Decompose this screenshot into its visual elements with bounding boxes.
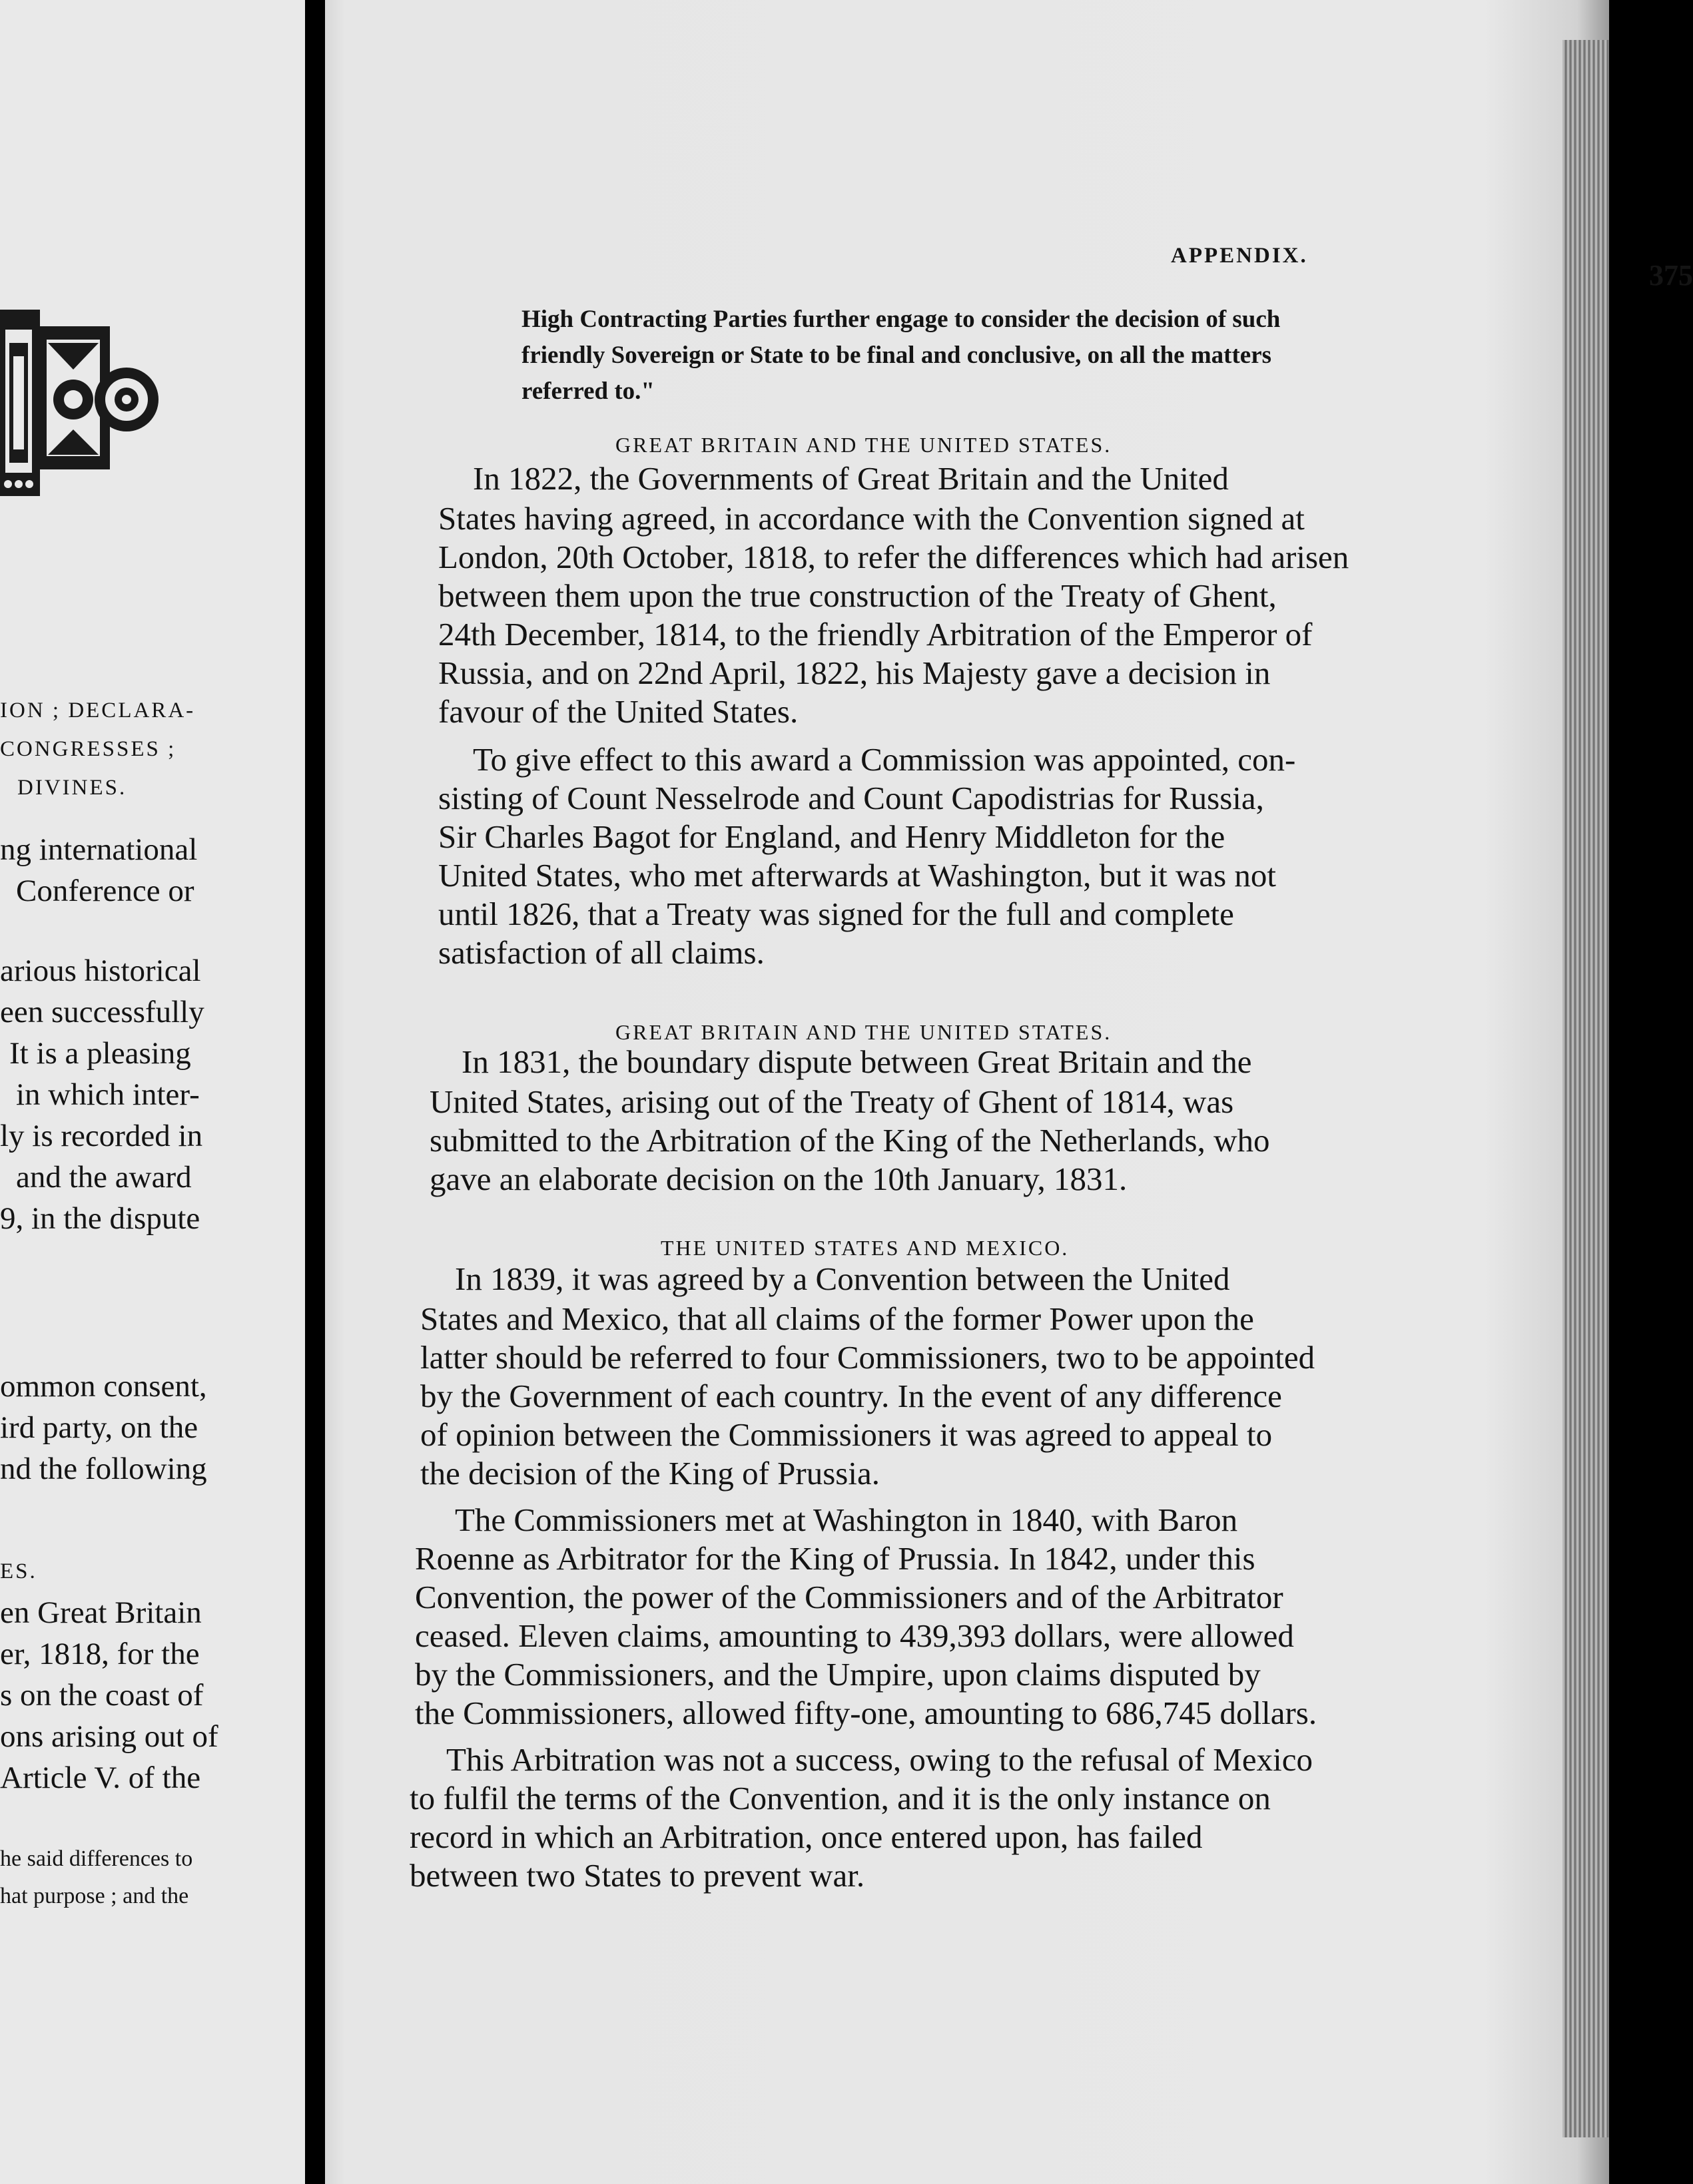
left-line: ly is recorded in bbox=[0, 1119, 203, 1153]
left-line: en Great Britain bbox=[0, 1595, 202, 1630]
left-line: er, 1818, for the bbox=[0, 1637, 200, 1671]
body-line: United States, who met afterwards at Washington, but it was not bbox=[438, 857, 1277, 894]
body-line: the decision of the King of Prussia. bbox=[420, 1455, 880, 1492]
section-heading: GREAT BRITAIN AND THE UNITED STATES. bbox=[615, 433, 1112, 457]
body-line: This Arbitration was not a success, owing to the refusal of Mexico bbox=[446, 1741, 1313, 1778]
body-line: The Commissioners met at Washington in 1840, with Baron bbox=[455, 1502, 1238, 1538]
left-line: ION ; DECLARA- bbox=[0, 698, 196, 722]
body-line: sisting of Count Nesselrode and Count Capodistrias for Russia, bbox=[438, 780, 1264, 816]
body-line: latter should be referred to four Commissioners, two to be appointed bbox=[420, 1339, 1315, 1376]
body-line: 24th December, 1814, to the friendly Arbitration of the Emperor of bbox=[438, 616, 1313, 653]
body-line: favour of the United States. bbox=[438, 693, 799, 730]
left-line: ird party, on the bbox=[0, 1410, 198, 1445]
left-line: arious historical bbox=[0, 954, 201, 988]
body-line: of opinion between the Commissioners it was agreed to appeal to bbox=[420, 1416, 1273, 1453]
right-page bbox=[325, 0, 1693, 2184]
body-line: London, 20th October, 1818, to refer the differences which had arisen bbox=[438, 539, 1349, 575]
body-line: Roenne as Arbitrator for the King of Prussia. In 1842, under this bbox=[415, 1540, 1255, 1577]
left-line: CONGRESSES ; bbox=[0, 737, 176, 761]
decorative-ornament bbox=[0, 303, 160, 503]
left-line: DIVINES. bbox=[17, 776, 127, 800]
body-line: satisfaction of all claims. bbox=[438, 934, 765, 971]
page-number: 375 bbox=[1649, 259, 1693, 292]
body-line: to fulfil the terms of the Convention, and it is the only instance on bbox=[410, 1780, 1271, 1816]
body-line: To give effect to this award a Commission was appointed, con- bbox=[473, 741, 1296, 778]
left-line: Conference or bbox=[16, 874, 194, 908]
left-line: ommon consent, bbox=[0, 1369, 207, 1404]
body-line: United States, arising out of the Treaty of Ghent of 1814, was bbox=[430, 1083, 1234, 1120]
body-line: the Commissioners, allowed fifty-one, amounting to 686,745 dollars. bbox=[415, 1695, 1317, 1731]
quote-line: friendly Sovereign or State to be final and conclusive, on all the matters bbox=[521, 342, 1272, 369]
body-line: record in which an Arbitration, once entered upon, has failed bbox=[410, 1818, 1203, 1855]
page-edges bbox=[1562, 40, 1609, 2137]
body-line: ceased. Eleven claims, amounting to 439,393 dollars, were allowed bbox=[415, 1617, 1294, 1654]
quote-line: High Contracting Parties further engage to consider the decision of such bbox=[521, 306, 1281, 333]
left-line: s on the coast of bbox=[0, 1678, 204, 1713]
section-heading: GREAT BRITAIN AND THE UNITED STATES. bbox=[615, 1020, 1112, 1044]
body-line: Russia, and on 22nd April, 1822, his Majesty gave a decision in bbox=[438, 655, 1271, 691]
left-line: he said differences to bbox=[0, 1846, 193, 1871]
section-heading: THE UNITED STATES AND MEXICO. bbox=[661, 1236, 1070, 1260]
left-line: nd the following bbox=[0, 1452, 207, 1486]
left-line: It is a pleasing bbox=[9, 1036, 191, 1071]
left-page bbox=[0, 0, 305, 2184]
body-line: States and Mexico, that all claims of the former Power upon the bbox=[420, 1300, 1254, 1337]
body-line: Convention, the power of the Commissioners and of the Arbitrator bbox=[415, 1579, 1283, 1615]
running-header: APPENDIX. bbox=[1171, 244, 1308, 268]
body-line: In 1831, the boundary dispute between Great Britain and the bbox=[462, 1043, 1252, 1080]
quote-line: referred to." bbox=[521, 378, 655, 405]
body-line: between them upon the true construction of the Treaty of Ghent, bbox=[438, 577, 1277, 614]
left-line: ons arising out of bbox=[0, 1719, 218, 1754]
body-line: Sir Charles Bagot for England, and Henry Middleton for the bbox=[438, 818, 1225, 855]
body-line: gave an elaborate decision on the 10th January, 1831. bbox=[430, 1161, 1128, 1197]
body-line: In 1839, it was agreed by a Convention between the United bbox=[455, 1260, 1230, 1297]
body-line: In 1822, the Governments of Great Britain and the United bbox=[473, 460, 1229, 497]
body-line: by the Government of each country. In the event of any difference bbox=[420, 1378, 1282, 1414]
left-line: hat purpose ; and the bbox=[0, 1884, 189, 1908]
body-line: by the Commissioners, and the Umpire, upon claims disputed by bbox=[415, 1656, 1261, 1693]
body-line: between two States to prevent war. bbox=[410, 1857, 865, 1894]
left-line: ng international bbox=[0, 832, 198, 867]
body-line: until 1826, that a Treaty was signed for the full and complete bbox=[438, 896, 1234, 932]
body-line: States having agreed, in accordance with the Convention signed at bbox=[438, 500, 1305, 537]
left-line: Article V. of the bbox=[0, 1761, 201, 1795]
body-line: submitted to the Arbitration of the King of the Netherlands, who bbox=[430, 1122, 1270, 1159]
left-line: ES. bbox=[0, 1559, 37, 1583]
left-line: een successfully bbox=[0, 995, 204, 1029]
left-line: 9, in the dispute bbox=[0, 1201, 200, 1236]
left-line: and the award bbox=[16, 1160, 192, 1195]
left-line: in which inter- bbox=[16, 1077, 200, 1112]
